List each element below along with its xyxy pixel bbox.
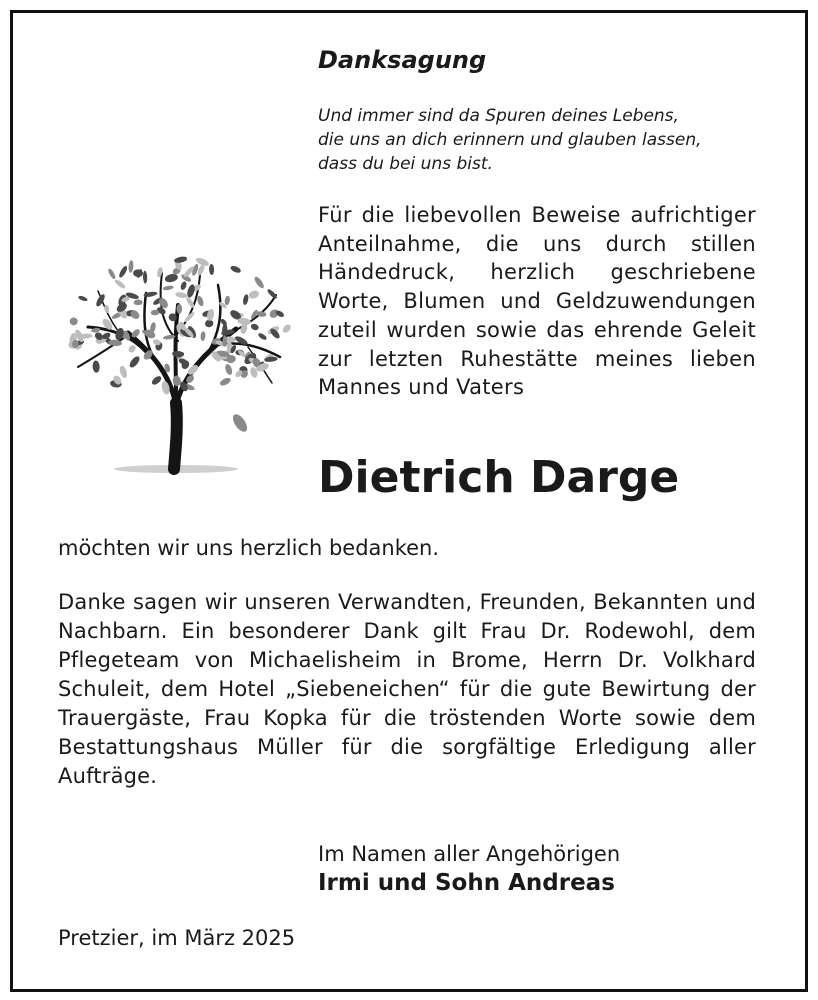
tree-leaf [107,268,117,280]
tree-illustration-icon [58,245,298,477]
thanks-line: möchten wir uns herzlich bedanken. [58,536,440,560]
tree-leaf [164,273,179,284]
tree-leaf [118,265,129,279]
tree-leaf [92,360,100,373]
tree-leaf [180,281,188,291]
deceased-name: Dietrich Darge [318,452,680,503]
tree-leaf [128,355,141,369]
tree-leaf [78,295,89,302]
tree-trunk [78,273,280,469]
place-date: Pretzier, im März 2025 [58,926,296,950]
tree-leaf [230,265,242,275]
tree-leaf [162,285,174,291]
tree-leaf [281,323,292,334]
poem [318,104,758,176]
tree-leaf [206,308,215,321]
notice-heading: Danksagung [318,46,487,74]
tree-leaf [219,376,232,387]
tree-leaf [118,365,128,379]
tree-leaf [69,317,79,327]
tree-leaf [150,374,162,386]
tree-leaf [257,332,268,341]
poem-line: dass du bei uns bist. [318,154,493,174]
tree-leaf [266,288,278,300]
tree-leaf [200,331,206,341]
tree-leaves [68,256,292,396]
poem-line: die uns an dich erinnern und glauben lassen, [318,130,702,150]
tree-leaf [128,260,134,273]
tree-leaf [242,294,249,306]
tree-leaf [224,363,234,376]
poem-line: Und immer sind da Spuren deines Lebens, [318,106,679,126]
intro-paragraph: Für die liebevollen Beweise aufrichtiger Anteilnahme, die uns durch stillen Händedruck, herzlich geschriebene Worte, Blumen und Geldzuwendungen zuteil wurden sowie das ehrende Geleit zur letzten Ruhestätte meines lieben Mannes und Vaters [318,203,756,400]
tree-leaf [127,344,137,354]
tree-leaf [113,278,126,290]
tree-leaf [250,323,260,331]
tree-leaf [134,299,143,305]
tree-leaf [248,289,260,300]
signature-prefix: Im Namen aller Angehörigen [318,842,621,866]
tree-leaf [177,304,183,314]
tree-leaf [209,264,214,275]
tree-leaf [253,275,266,289]
body-paragraph: Danke sagen wir unseren Verwandten, Freunden, Bekannten und Nachbarn. Ein besonderer Dank gilt Frau Dr. Rodewohl, dem Pflegeteam von Michaelisheim in Brome, Herrn Dr. Volkhard Schuleit, dem Hotel „Siebeneichen“ für die gute Bewirtung der Trauergäste, Frau Kopka für die tröstenden Worte sowie dem Bestattungshaus Müller für die sorgfältige Erledigung aller Aufträge. [58,590,756,788]
signature-names: Irmi und Sohn Andreas [318,870,615,896]
tree-leaf [143,271,148,284]
tree-leaf [183,311,195,324]
falling-leaf [230,412,250,434]
tree-leaf [196,295,205,307]
tree-leaf [224,295,230,305]
tree-leaf [175,291,188,299]
